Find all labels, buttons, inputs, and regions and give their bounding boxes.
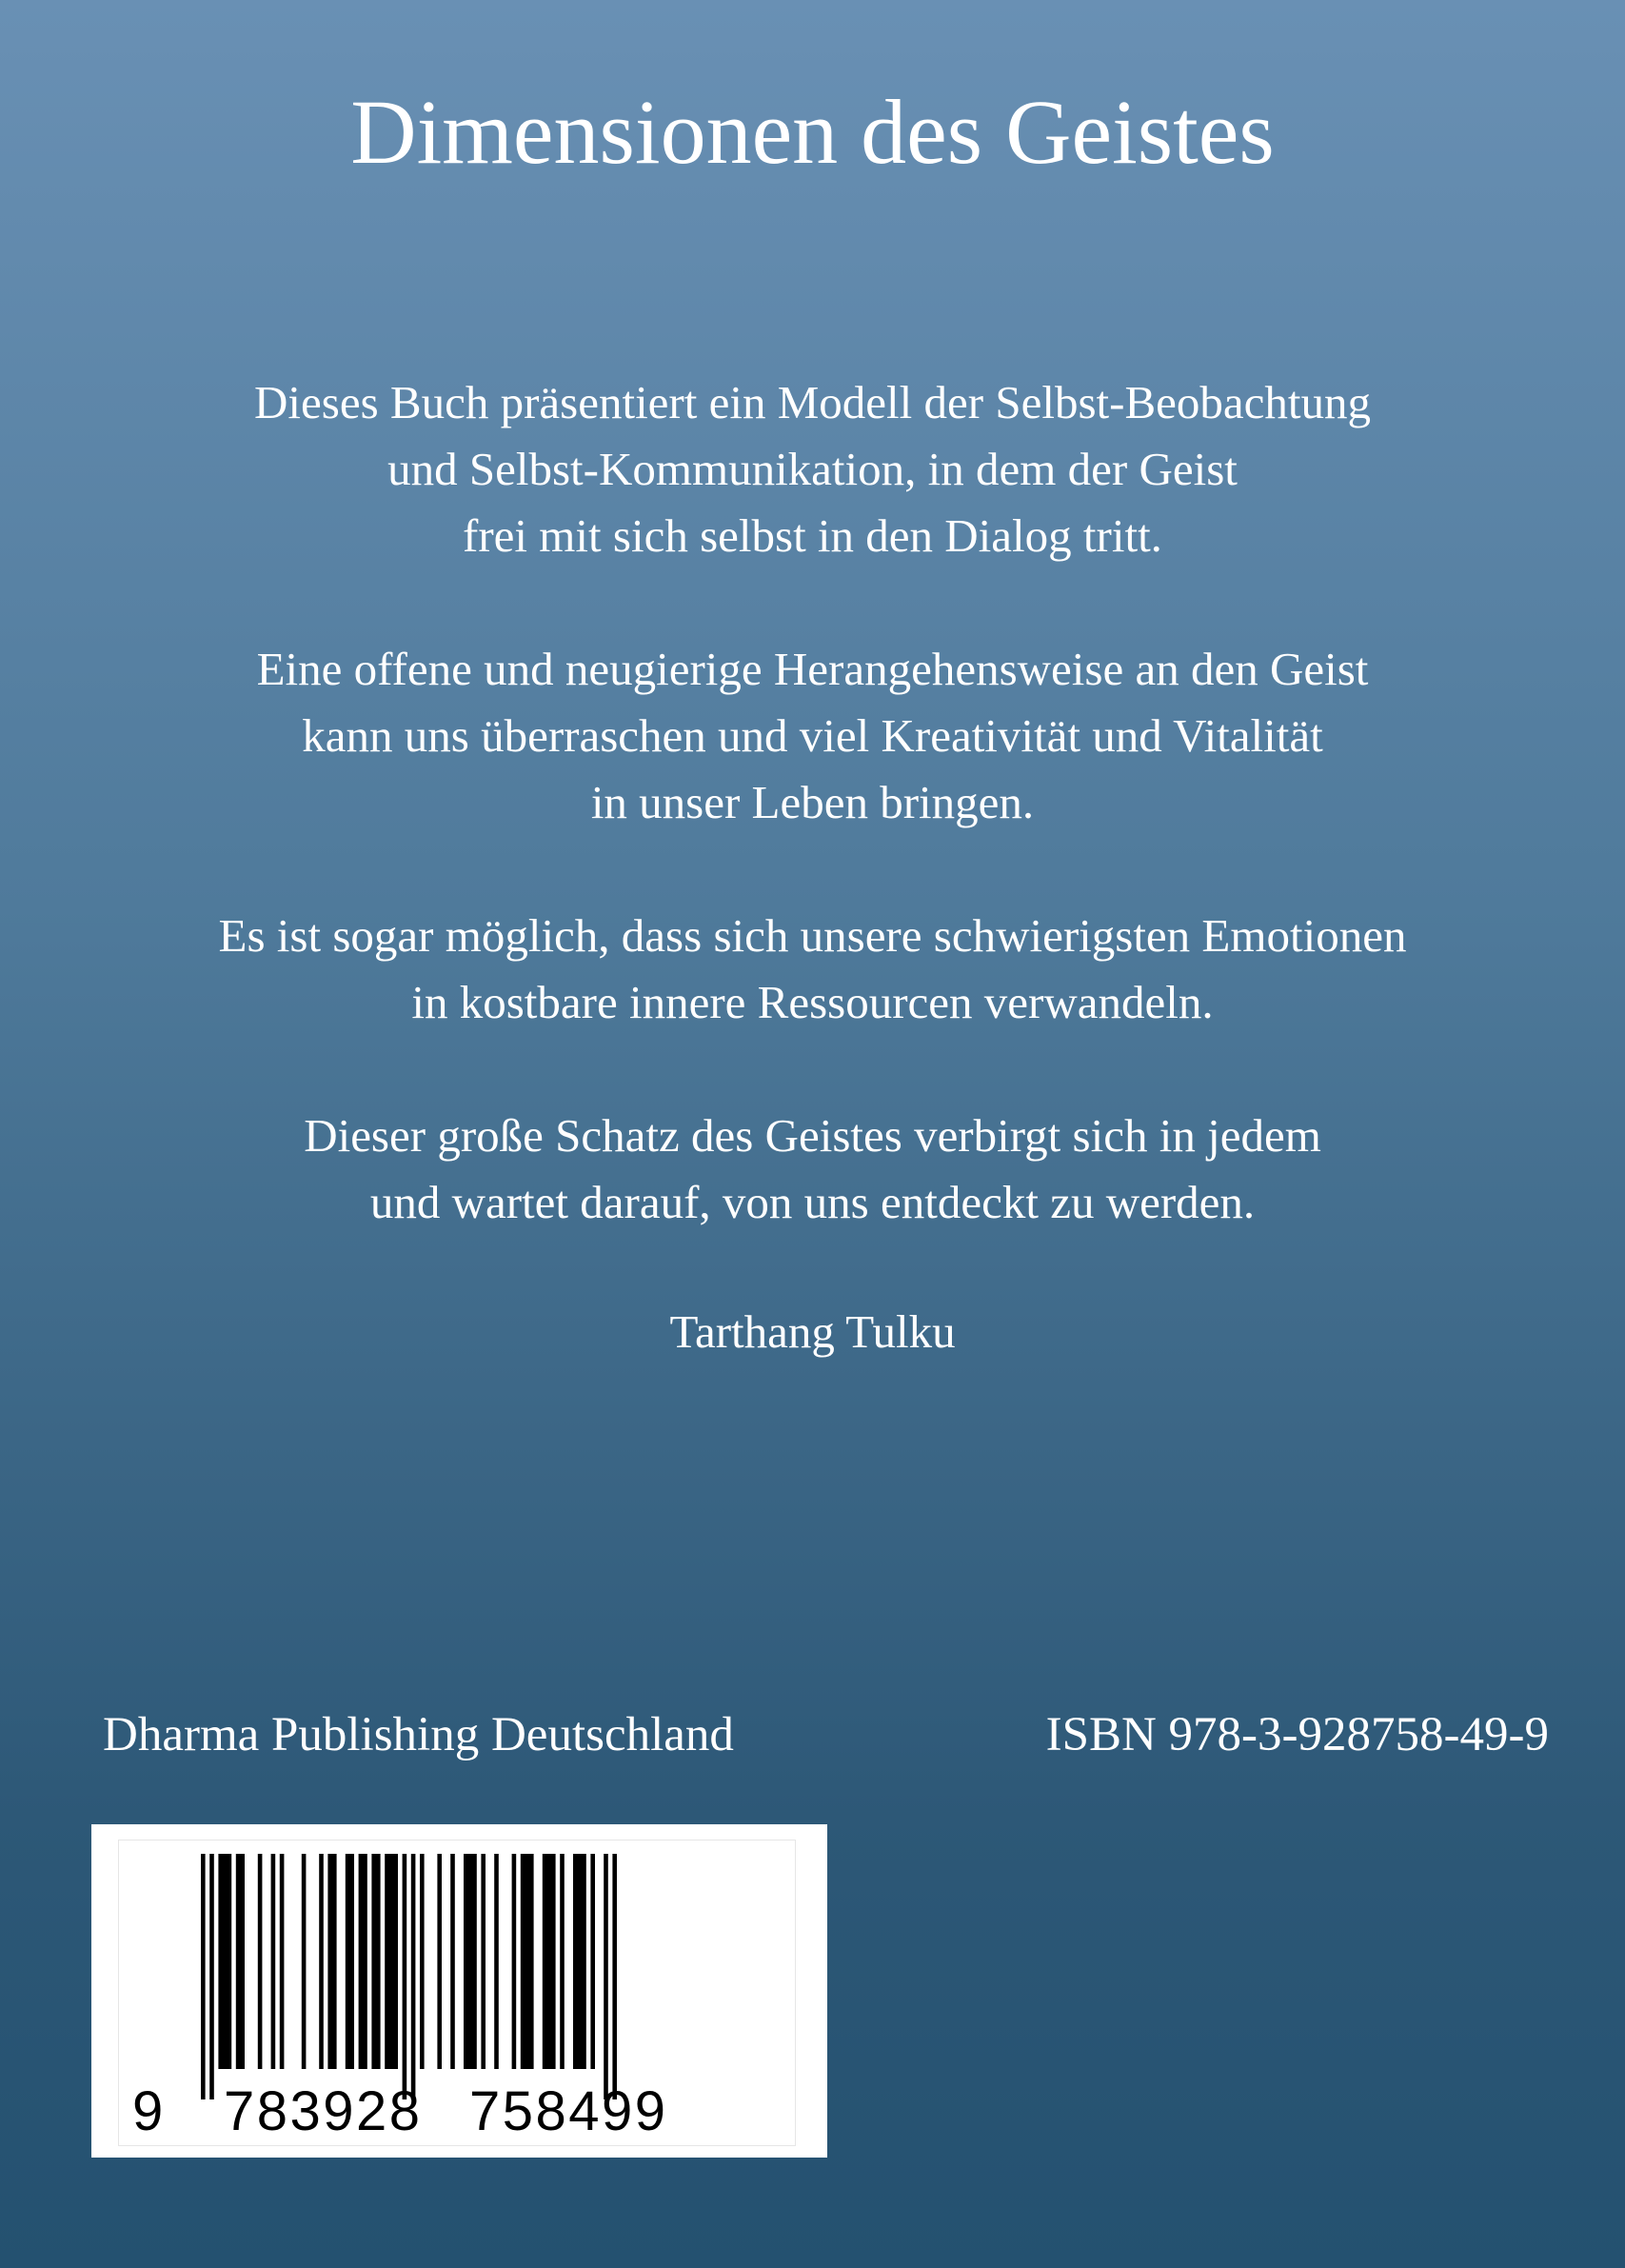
blurb-line: in kostbare innere Ressourcen verwandeln. xyxy=(411,976,1214,1028)
barcode-bar xyxy=(604,1854,608,2099)
barcode-first-digit: 9 xyxy=(132,2080,164,2142)
barcode-bar xyxy=(271,1854,276,2069)
publisher-name: Dharma Publishing Deutschland xyxy=(103,1708,734,1761)
barcode-bar xyxy=(346,1854,354,2069)
barcode-graphic xyxy=(119,1840,795,2145)
barcode-bar xyxy=(560,1854,565,2069)
barcode-bar xyxy=(543,1854,556,2069)
barcode-bar xyxy=(573,1854,586,2069)
blurb-line: in unser Leben bringen. xyxy=(590,776,1035,828)
barcode-bar xyxy=(450,1854,455,2069)
blurb-paragraph-4 xyxy=(0,1103,1625,1236)
author-name: Tarthang Tulku xyxy=(669,1305,956,1358)
barcode-bar xyxy=(494,1854,499,2069)
barcode-bar xyxy=(359,1854,367,2069)
barcode xyxy=(118,1840,796,2146)
barcode-bar xyxy=(521,1854,534,2069)
blurb-line: Dieses Buch präsentiert ein Modell der Selbst-Beobachtung xyxy=(254,376,1371,428)
blurb-line: und Selbst-Kommunikation, in dem der Geist xyxy=(387,443,1238,495)
isbn-number: ISBN 978-3-928758-49-9 xyxy=(1045,1708,1549,1761)
barcode-bar xyxy=(319,1854,324,2069)
barcode-right-digits: 758499 xyxy=(469,2080,665,2142)
book-title: Dimensionen des Geistes xyxy=(350,81,1275,183)
barcode-bar xyxy=(403,1854,407,2099)
barcode-left-digits: 783928 xyxy=(224,2080,420,2142)
blurb-line: kann uns überraschen und viel Kreativität und Vitalität xyxy=(302,709,1323,762)
barcode-bar xyxy=(385,1854,398,2069)
blurb-line: Es ist sogar möglich, dass sich unsere schwierigsten Emotionen xyxy=(218,909,1407,962)
barcode-label xyxy=(91,1824,827,2158)
blurb-paragraph-3 xyxy=(0,903,1625,1036)
blurb-line: frei mit sich selbst in den Dialog tritt. xyxy=(463,509,1162,562)
barcode-bar xyxy=(236,1854,245,2069)
blurb-line: Dieser große Schatz des Geistes verbirgt sich in jedem xyxy=(304,1109,1321,1162)
blurb-line: und wartet darauf, von uns entdeckt zu werden. xyxy=(369,1176,1256,1228)
barcode-bar xyxy=(481,1854,486,2069)
barcode-bar xyxy=(437,1854,442,2069)
blurb-paragraph-2 xyxy=(0,636,1625,836)
barcode-bar xyxy=(302,1854,307,2069)
barcode-bar xyxy=(218,1854,231,2069)
barcode-bar xyxy=(327,1854,336,2069)
barcode-bar xyxy=(512,1854,517,2069)
barcode-bar xyxy=(411,1854,416,2099)
blurb-line: Eine offene und neugierige Herangehensweise an den Geist xyxy=(256,643,1369,695)
barcode-bar xyxy=(258,1854,263,2069)
barcode-bar xyxy=(464,1854,477,2069)
barcode-bar xyxy=(590,1854,595,2069)
barcode-bar xyxy=(612,1854,617,2099)
barcode-bar xyxy=(371,1854,380,2069)
blurb-paragraph-1 xyxy=(0,369,1625,569)
barcode-bars xyxy=(201,1854,617,2099)
barcode-bar xyxy=(201,1854,206,2099)
barcode-bar xyxy=(280,1854,285,2069)
barcode-bar xyxy=(209,1854,214,2099)
barcode-bar xyxy=(420,1854,425,2069)
